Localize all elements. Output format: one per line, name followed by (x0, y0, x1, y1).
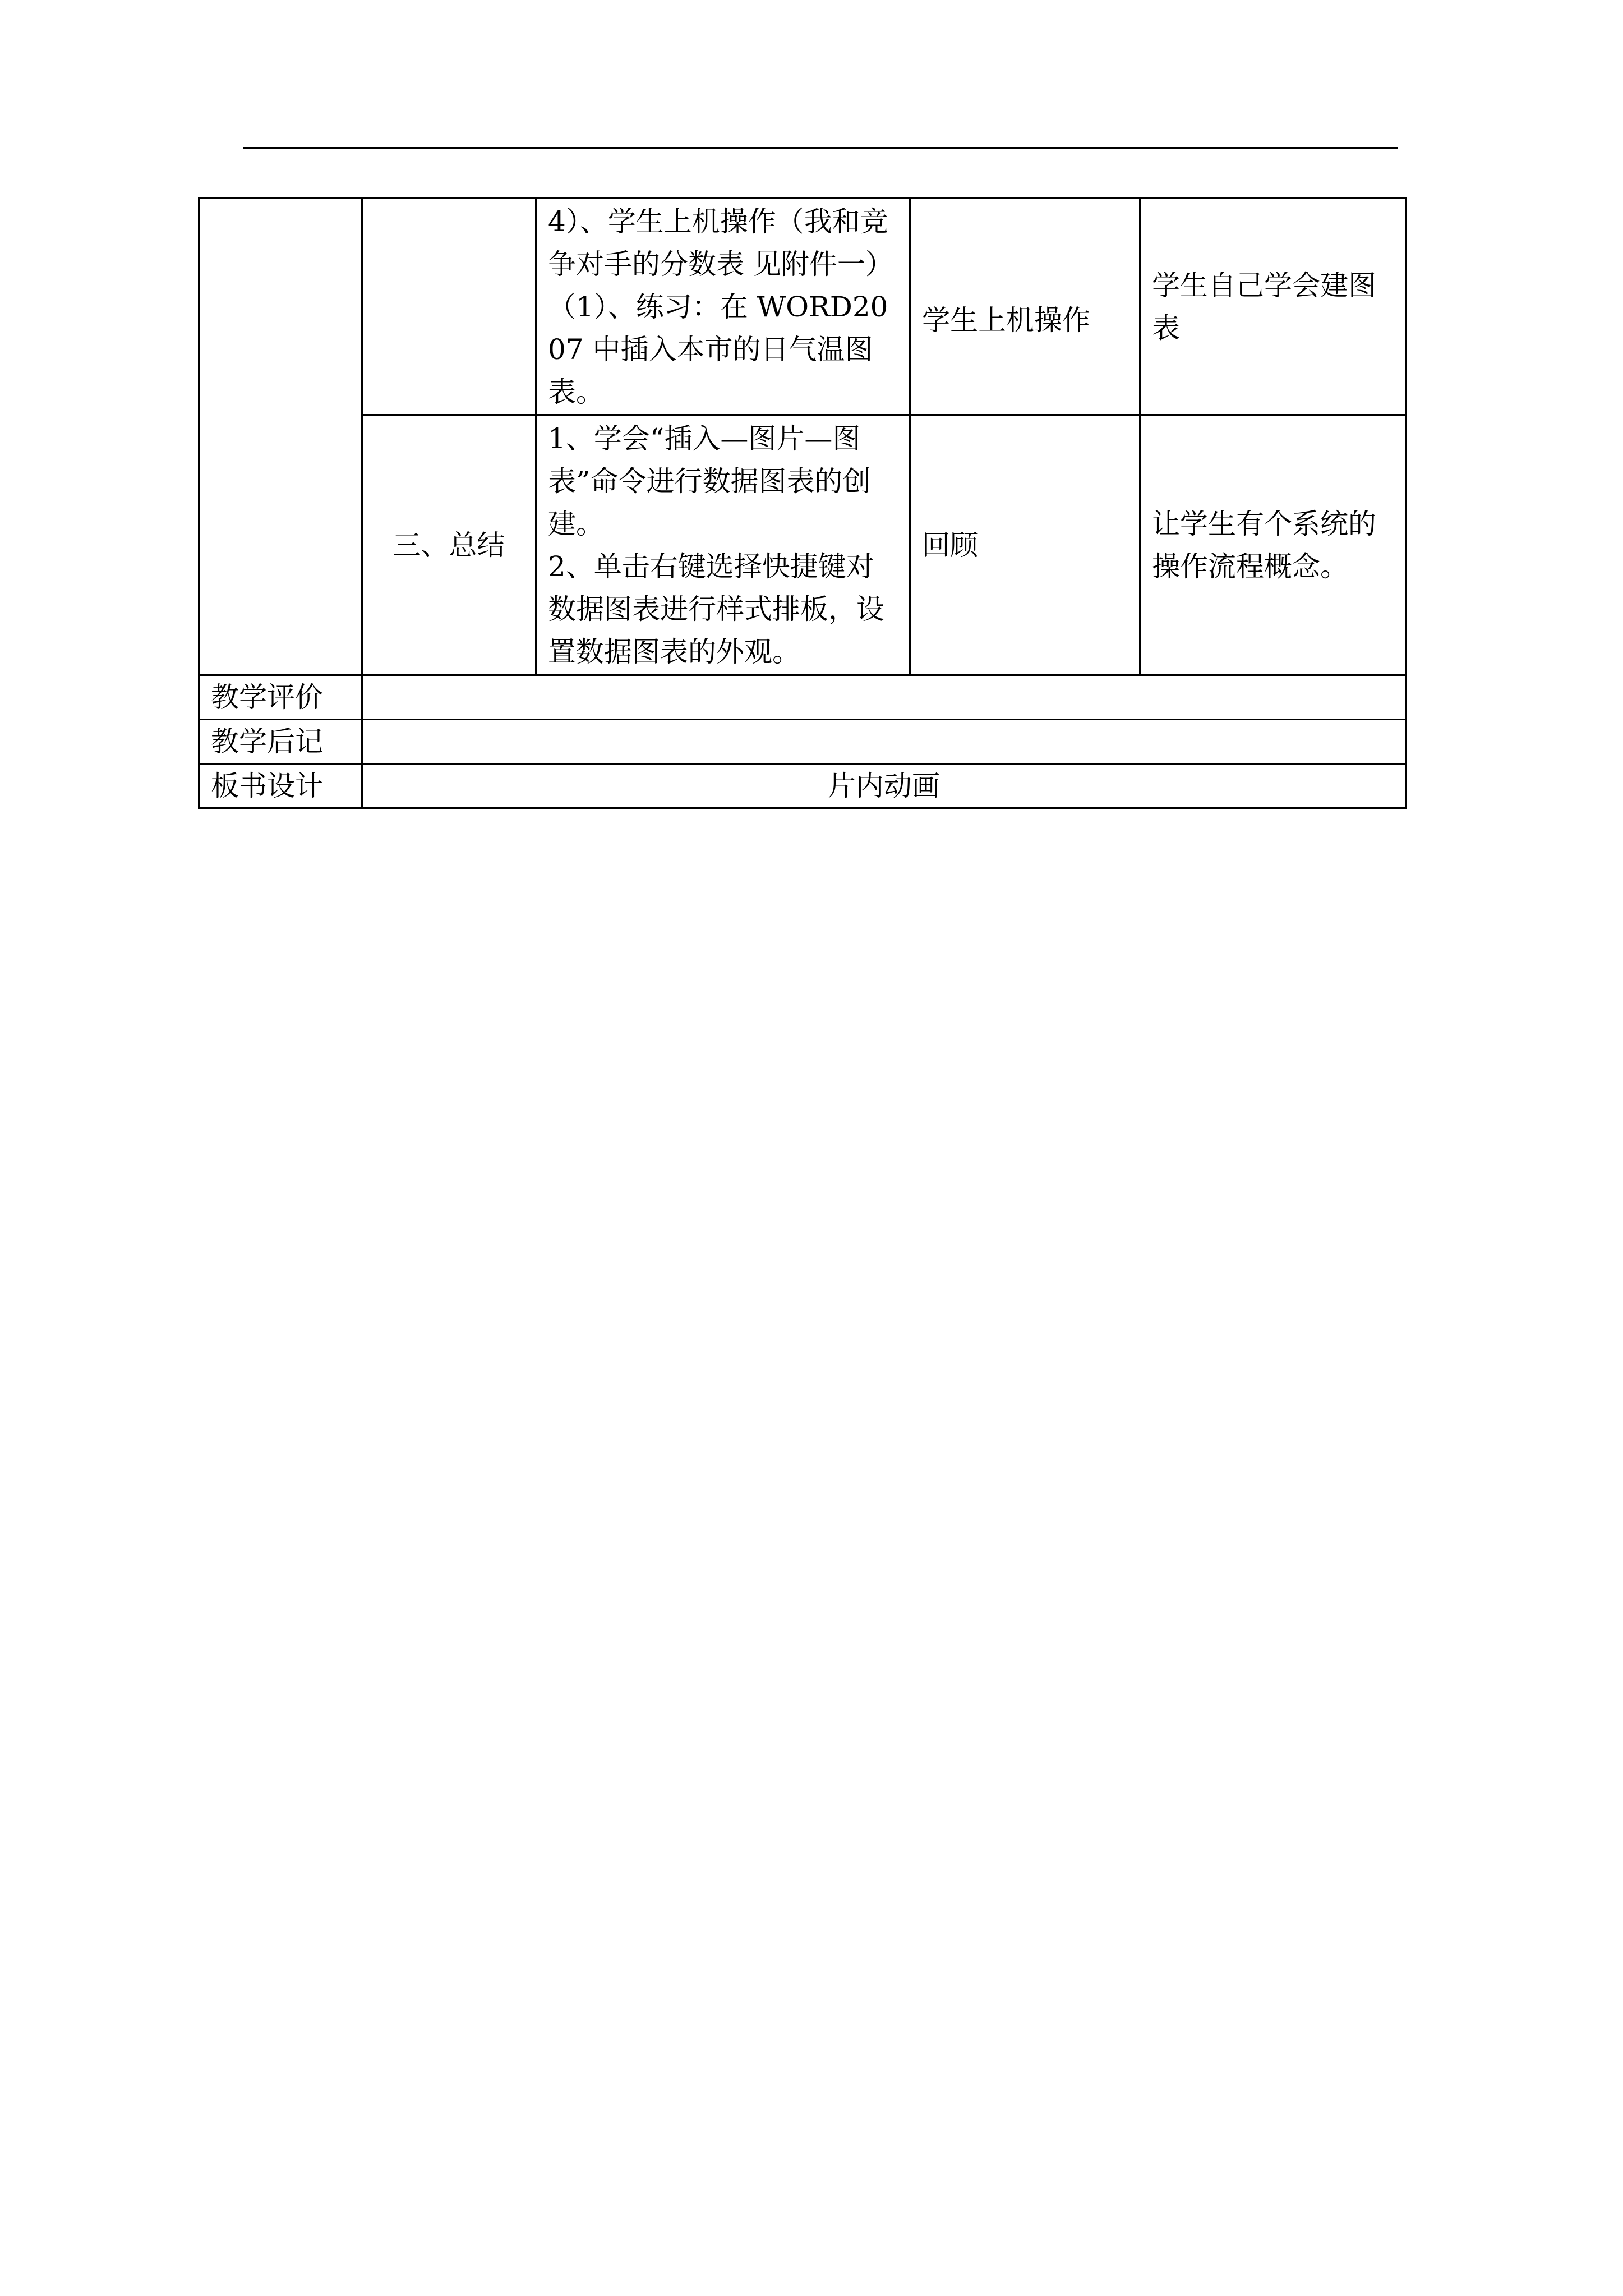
section-cell: 三、总结 (362, 415, 536, 675)
row-value: 片内动画 (362, 764, 1406, 808)
row-label: 教学后记 (199, 720, 362, 764)
content-line: （1）、练习：在 WORD2007 中插入本市的日气温图表。 (548, 290, 888, 408)
row-value (362, 720, 1406, 764)
content-line: 4）、学生上机操作（我和竞争对手的分数表 见附件一） (548, 205, 893, 280)
content-line: 1、学会“插入—图片—图表”命令进行数据图表的创建。 (548, 422, 871, 540)
table-row (199, 675, 1406, 720)
section-cell (362, 199, 536, 415)
table-row (199, 720, 1406, 764)
content-cell (536, 199, 910, 415)
student-activity-cell: 学生上机操作 (910, 199, 1140, 415)
row-label: 教学评价 (199, 675, 362, 720)
content-line: 2、单击右键选择快捷键对数据图表进行样式排板，设置数据图表的外观。 (548, 550, 884, 668)
header-rule (243, 147, 1398, 149)
student-activity-cell: 回顾 (910, 415, 1140, 675)
table-row (199, 764, 1406, 808)
row-label: 板书设计 (199, 764, 362, 808)
content-cell (536, 415, 910, 675)
table-row (199, 199, 1406, 415)
row-value (362, 675, 1406, 720)
lesson-plan-table (198, 197, 1407, 809)
table-row (199, 415, 1406, 675)
design-intent-cell: 让学生有个系统的操作流程概念。 (1140, 415, 1406, 675)
design-intent-cell: 学生自己学会建图表 (1140, 199, 1406, 415)
merged-label-cell (199, 199, 362, 675)
